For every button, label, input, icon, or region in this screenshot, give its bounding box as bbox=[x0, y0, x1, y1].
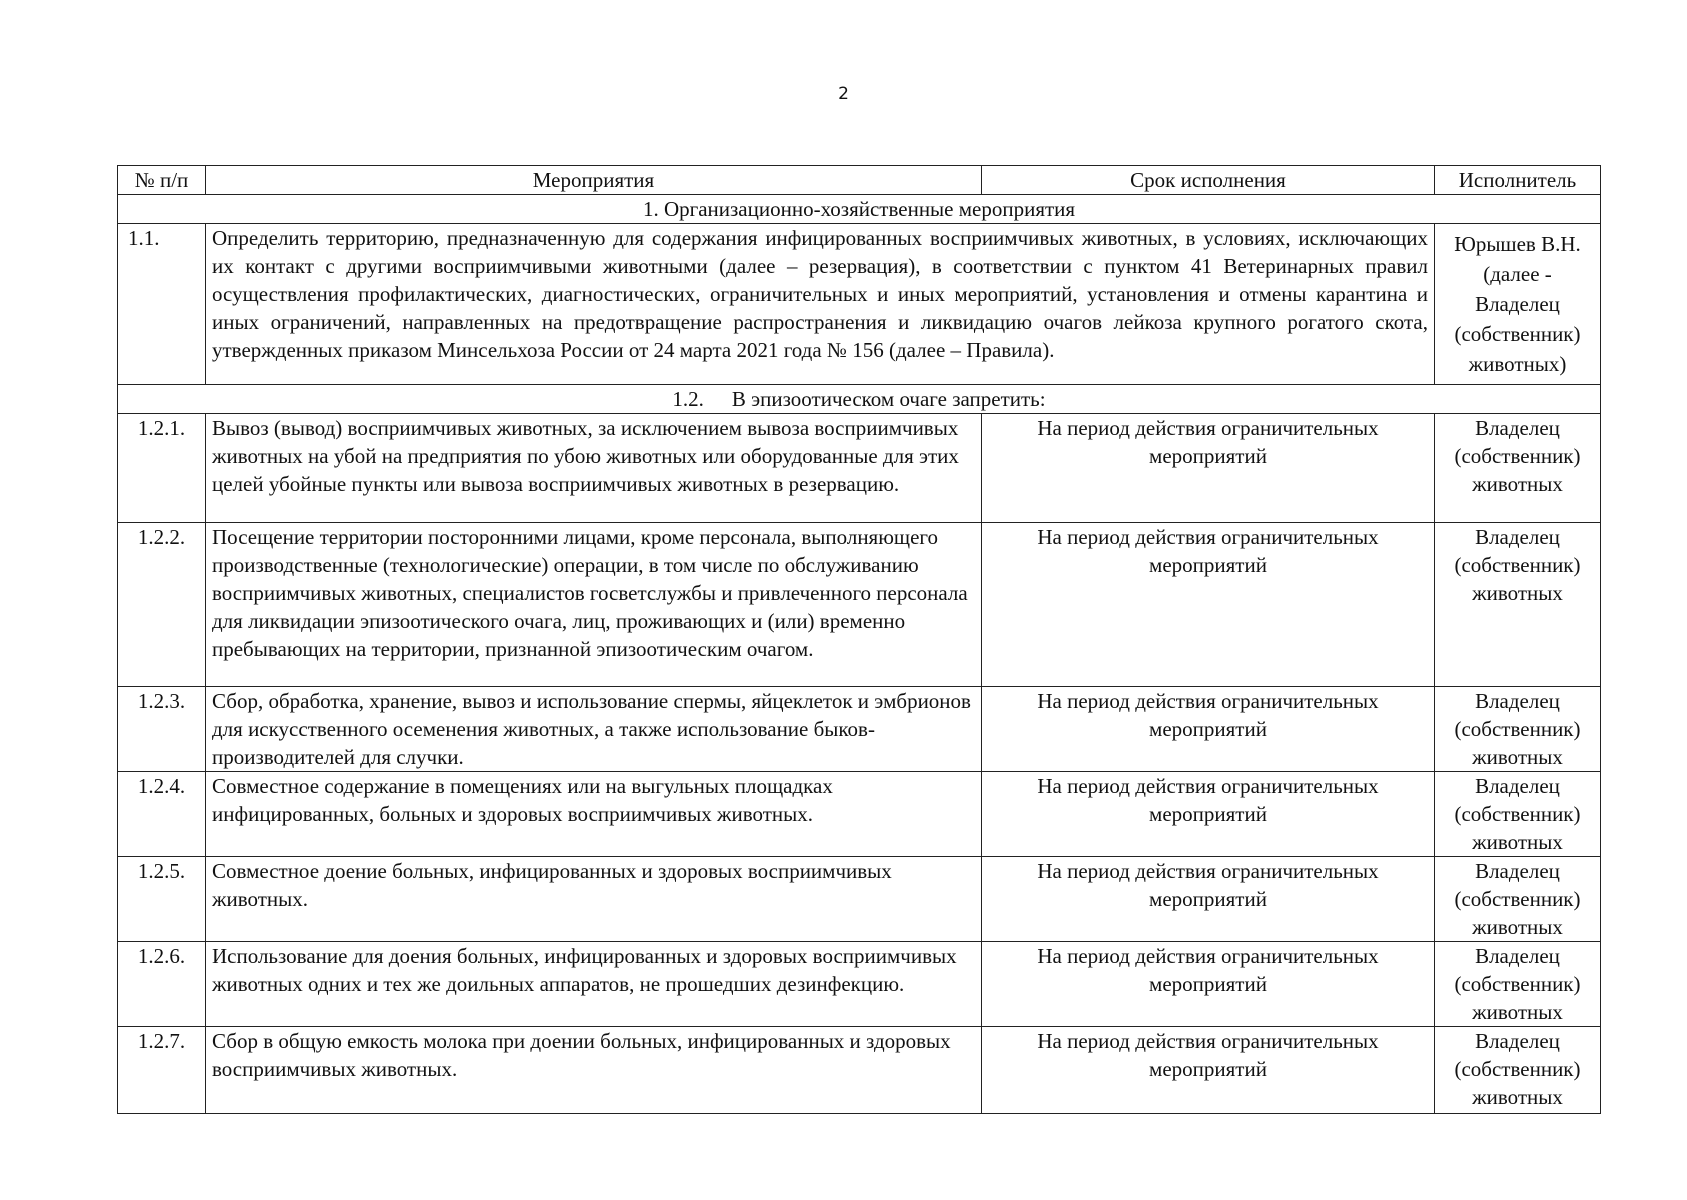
header-term: Срок исполнения bbox=[982, 166, 1435, 195]
row-num: 1.2.4. bbox=[118, 772, 206, 857]
table-row bbox=[118, 224, 1601, 385]
row-executor: Юрышев В.Н. (далее - Владелец (собственник) животных) bbox=[1435, 224, 1601, 385]
row-num: 1.2.2. bbox=[118, 523, 206, 687]
header-activity: Мероприятия bbox=[206, 166, 982, 195]
subsection-heading bbox=[118, 385, 1601, 414]
row-activity: Вывоз (вывод) восприимчивых животных, за исключением вывоза восприимчивых животных на убой на предприятия по убою животных или оборудованные для этих целей убойные пункты или вывоза восприимчивых животных в резервацию. bbox=[206, 414, 982, 523]
row-executor: Владелец (собственник) животных bbox=[1435, 687, 1601, 772]
row-executor: Владелец (собственник) животных bbox=[1435, 414, 1601, 523]
row-activity: Использование для доения больных, инфицированных и здоровых восприимчивых животных одних и тех же доильных аппаратов, не прошедших дезинфекцию. bbox=[206, 942, 982, 1027]
row-num: 1.2.6. bbox=[118, 942, 206, 1027]
row-num: 1.2.7. bbox=[118, 1027, 206, 1114]
row-executor: Владелец (собственник) животных bbox=[1435, 523, 1601, 687]
row-term: На период действия ограничительных мероприятий bbox=[982, 1027, 1435, 1114]
row-term: На период действия ограничительных мероприятий bbox=[982, 942, 1435, 1027]
row-term: На период действия ограничительных мероприятий bbox=[982, 857, 1435, 942]
row-activity: Совместное содержание в помещениях или на выгульных площадках инфицированных, больных и здоровых восприимчивых животных. bbox=[206, 772, 982, 857]
row-activity: Посещение территории посторонними лицами, кроме персонала, выполняющего производственные (технологические) операции, в том числе по обслуживанию восприимчивых животных, специалистов госветслужбы и привлеченного персонала для ликвидации эпизоотического очага, лиц, проживающих и (или) временно пребывающих на территории, признанной эпизоотическим очагом. bbox=[206, 523, 982, 687]
row-term: На период действия ограничительных мероприятий bbox=[982, 687, 1435, 772]
table-row bbox=[118, 1027, 1601, 1114]
row-executor: Владелец (собственник) животных bbox=[1435, 1027, 1601, 1114]
row-executor: Владелец (собственник) животных bbox=[1435, 857, 1601, 942]
subsection-row bbox=[118, 385, 1601, 414]
row-num: 1.2.3. bbox=[118, 687, 206, 772]
section-title: 1. Организационно-хозяйственные мероприятия bbox=[118, 195, 1601, 224]
row-num: 1.2.5. bbox=[118, 857, 206, 942]
table-row bbox=[118, 414, 1601, 523]
measures-table bbox=[117, 165, 1601, 1114]
table-header-row bbox=[118, 166, 1601, 195]
page-number: 2 bbox=[838, 84, 849, 104]
row-activity: Сбор, обработка, хранение, вывоз и использование спермы, яйцеклеток и эмбрионов для искусственного осеменения животных, а также использование быков-производителей для случки. bbox=[206, 687, 982, 772]
row-activity: Совместное доение больных, инфицированных и здоровых восприимчивых животных. bbox=[206, 857, 982, 942]
row-term: На период действия ограничительных мероприятий bbox=[982, 414, 1435, 523]
row-executor: Владелец (собственник) животных bbox=[1435, 772, 1601, 857]
section-row bbox=[118, 195, 1601, 224]
row-num: 1.1. bbox=[118, 224, 206, 385]
row-num: 1.2.1. bbox=[118, 414, 206, 523]
table-row bbox=[118, 942, 1601, 1027]
header-num: № п/п bbox=[118, 166, 206, 195]
table-row bbox=[118, 523, 1601, 687]
row-executor: Владелец (собственник) животных bbox=[1435, 942, 1601, 1027]
subsection-num: 1.2. bbox=[672, 387, 704, 411]
row-term: На период действия ограничительных мероприятий bbox=[982, 523, 1435, 687]
table-row bbox=[118, 857, 1601, 942]
row-term: На период действия ограничительных мероприятий bbox=[982, 772, 1435, 857]
header-executor: Исполнитель bbox=[1435, 166, 1601, 195]
row-activity: Определить территорию, предназначенную для содержания инфицированных восприимчивых животных, в условиях, исключающих их контакт с другими восприимчивыми животными (далее – резервация), в соответствии с пунктом 41 Ветеринарных правил осуществления профилактических, диагностических, ограничительных и иных мероприятий, установления и отмены карантина и иных ограничений, направленных на предотвращение распространения и ликвидацию очагов лейкоза крупного рогатого скота, утвержденных приказом Минсельхоза России от 24 марта 2021 года № 156 (далее – Правила). bbox=[206, 224, 1435, 385]
row-activity: Сбор в общую емкость молока при доении больных, инфицированных и здоровых восприимчивых животных. bbox=[206, 1027, 982, 1114]
table-row bbox=[118, 772, 1601, 857]
subsection-title: В эпизоотическом очаге запретить: bbox=[731, 387, 1046, 411]
table-row bbox=[118, 687, 1601, 772]
